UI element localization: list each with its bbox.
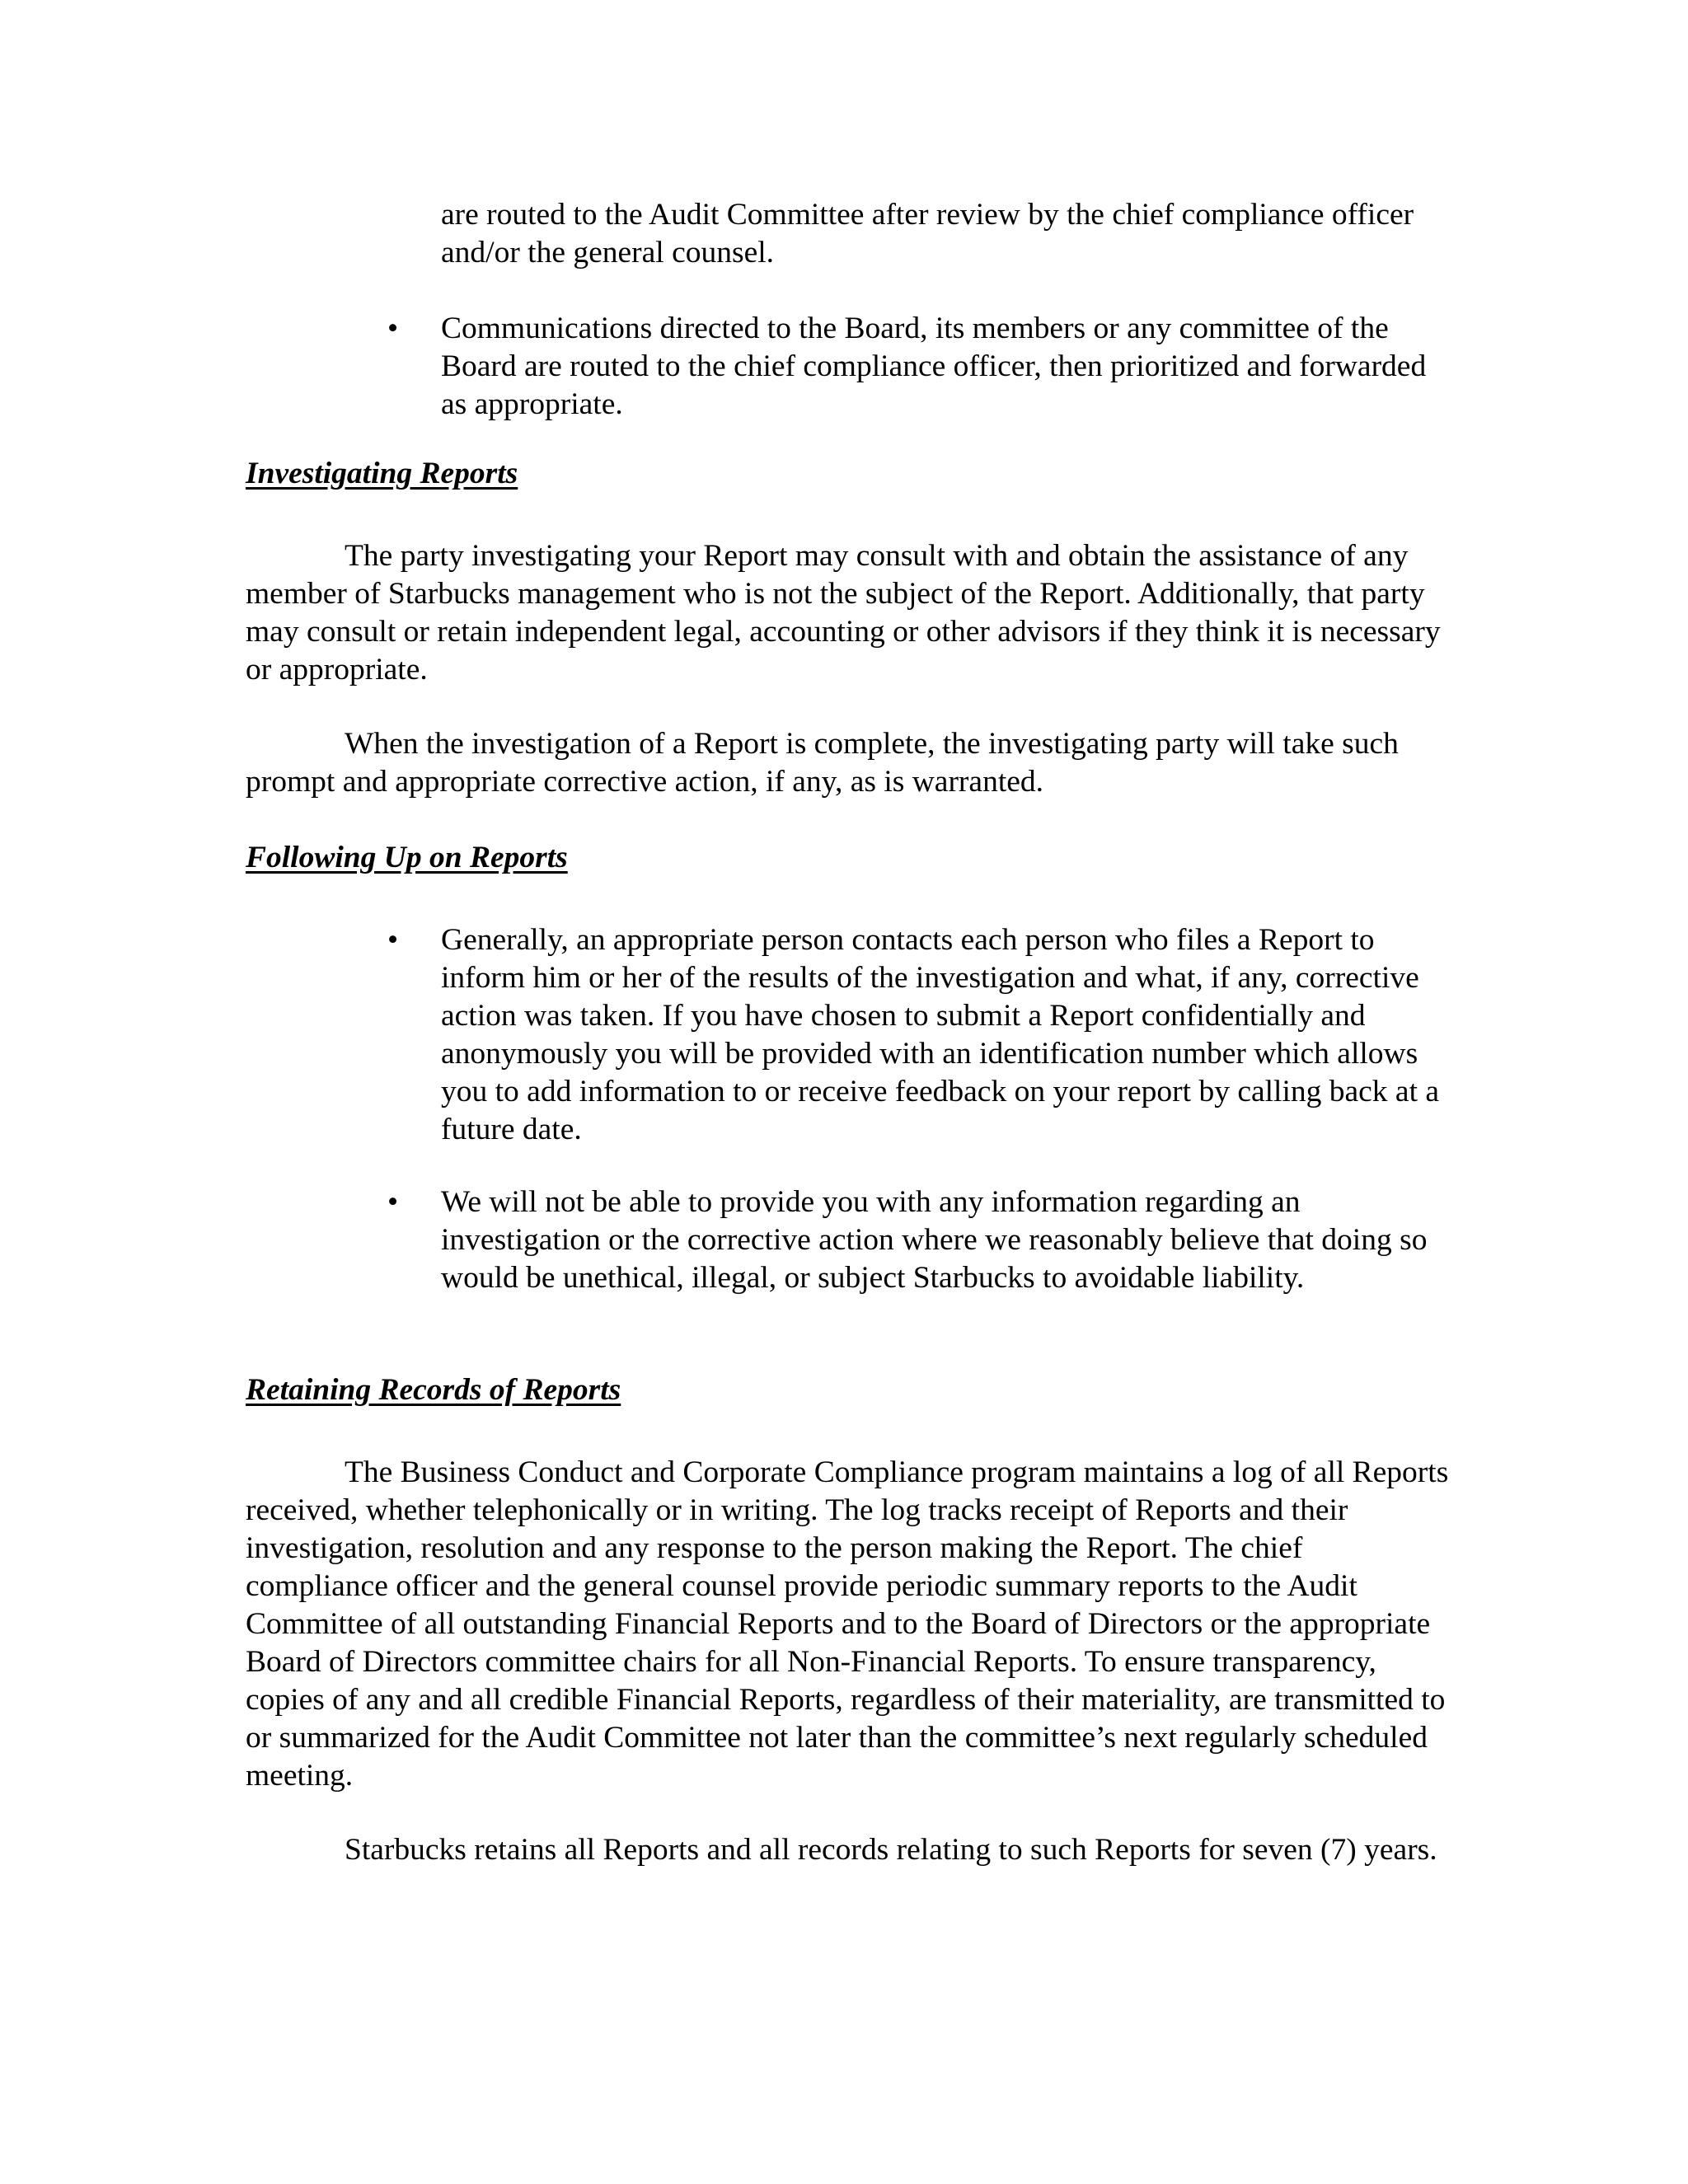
section-heading-retaining-records: Retaining Records of Reports <box>246 1373 621 1407</box>
bullet-text: Communications directed to the Board, its members or any committee of the Board are routed to the chief compliance officer, then prioritized and forwarded as appropriate. <box>441 312 1427 421</box>
paragraph: The Business Conduct and Corporate Compliance program maintains a log of all Reports received, whether telephonically or in writing. The log tracks receipt of Reports and their investigation, resolution and any response to the person making the Report. The chief compliance officer and the general counsel provide periodic summary reports to the Audit Committee of all outstanding Financial Reports and to the Board of Directors or the appropriate Board of Directors committee chairs for all Non-Financial Reports. To ensure transparency, copies of any and all credible Financial Reports, regardless of their materiality, are transmitted to or summarized for the Audit Committee not later than the committee’s next regularly scheduled meeting. <box>246 1455 1449 1793</box>
section-heading-following-up: Following Up on Reports <box>246 841 568 874</box>
paragraph: Starbucks retains all Reports and all records relating to such Reports for seven (7) years. <box>345 1833 1437 1867</box>
bullet-marker: • <box>387 1185 399 1219</box>
continuation-text: are routed to the Audit Committee after review by the chief compliance officer and/or the general counsel. <box>441 198 1414 269</box>
bullet-marker: • <box>387 312 399 345</box>
section-heading-investigating-reports: Investigating Reports <box>246 457 518 490</box>
bullet-text: Generally, an appropriate person contacts each person who files a Report to inform him or her of the results of the investigation and what, if any, corrective action was taken. If you have chosen to submit a Report confidentially and anonymously you will be provided with an identification number which allows you to add information to or receive feedback on your report by calling back at a future date. <box>441 923 1440 1146</box>
paragraph: When the investigation of a Report is complete, the investigating party will take such prompt and appropriate corrective action, if any, as is warranted. <box>246 727 1399 799</box>
bullet-marker: • <box>387 923 399 957</box>
paragraph: The party investigating your Report may consult with and obtain the assistance of any member of Starbucks management who is not the subject of the Report. Additionally, that party may consult or retain independent legal, accounting or other advisors if they think it is necessary or appropriate. <box>246 539 1441 687</box>
bullet-text: We will not be able to provide you with any information regarding an investigation or the corrective action where we reasonably believe that doing so would be unethical, illegal, or subject Starbucks to avoidable liability. <box>441 1185 1428 1295</box>
